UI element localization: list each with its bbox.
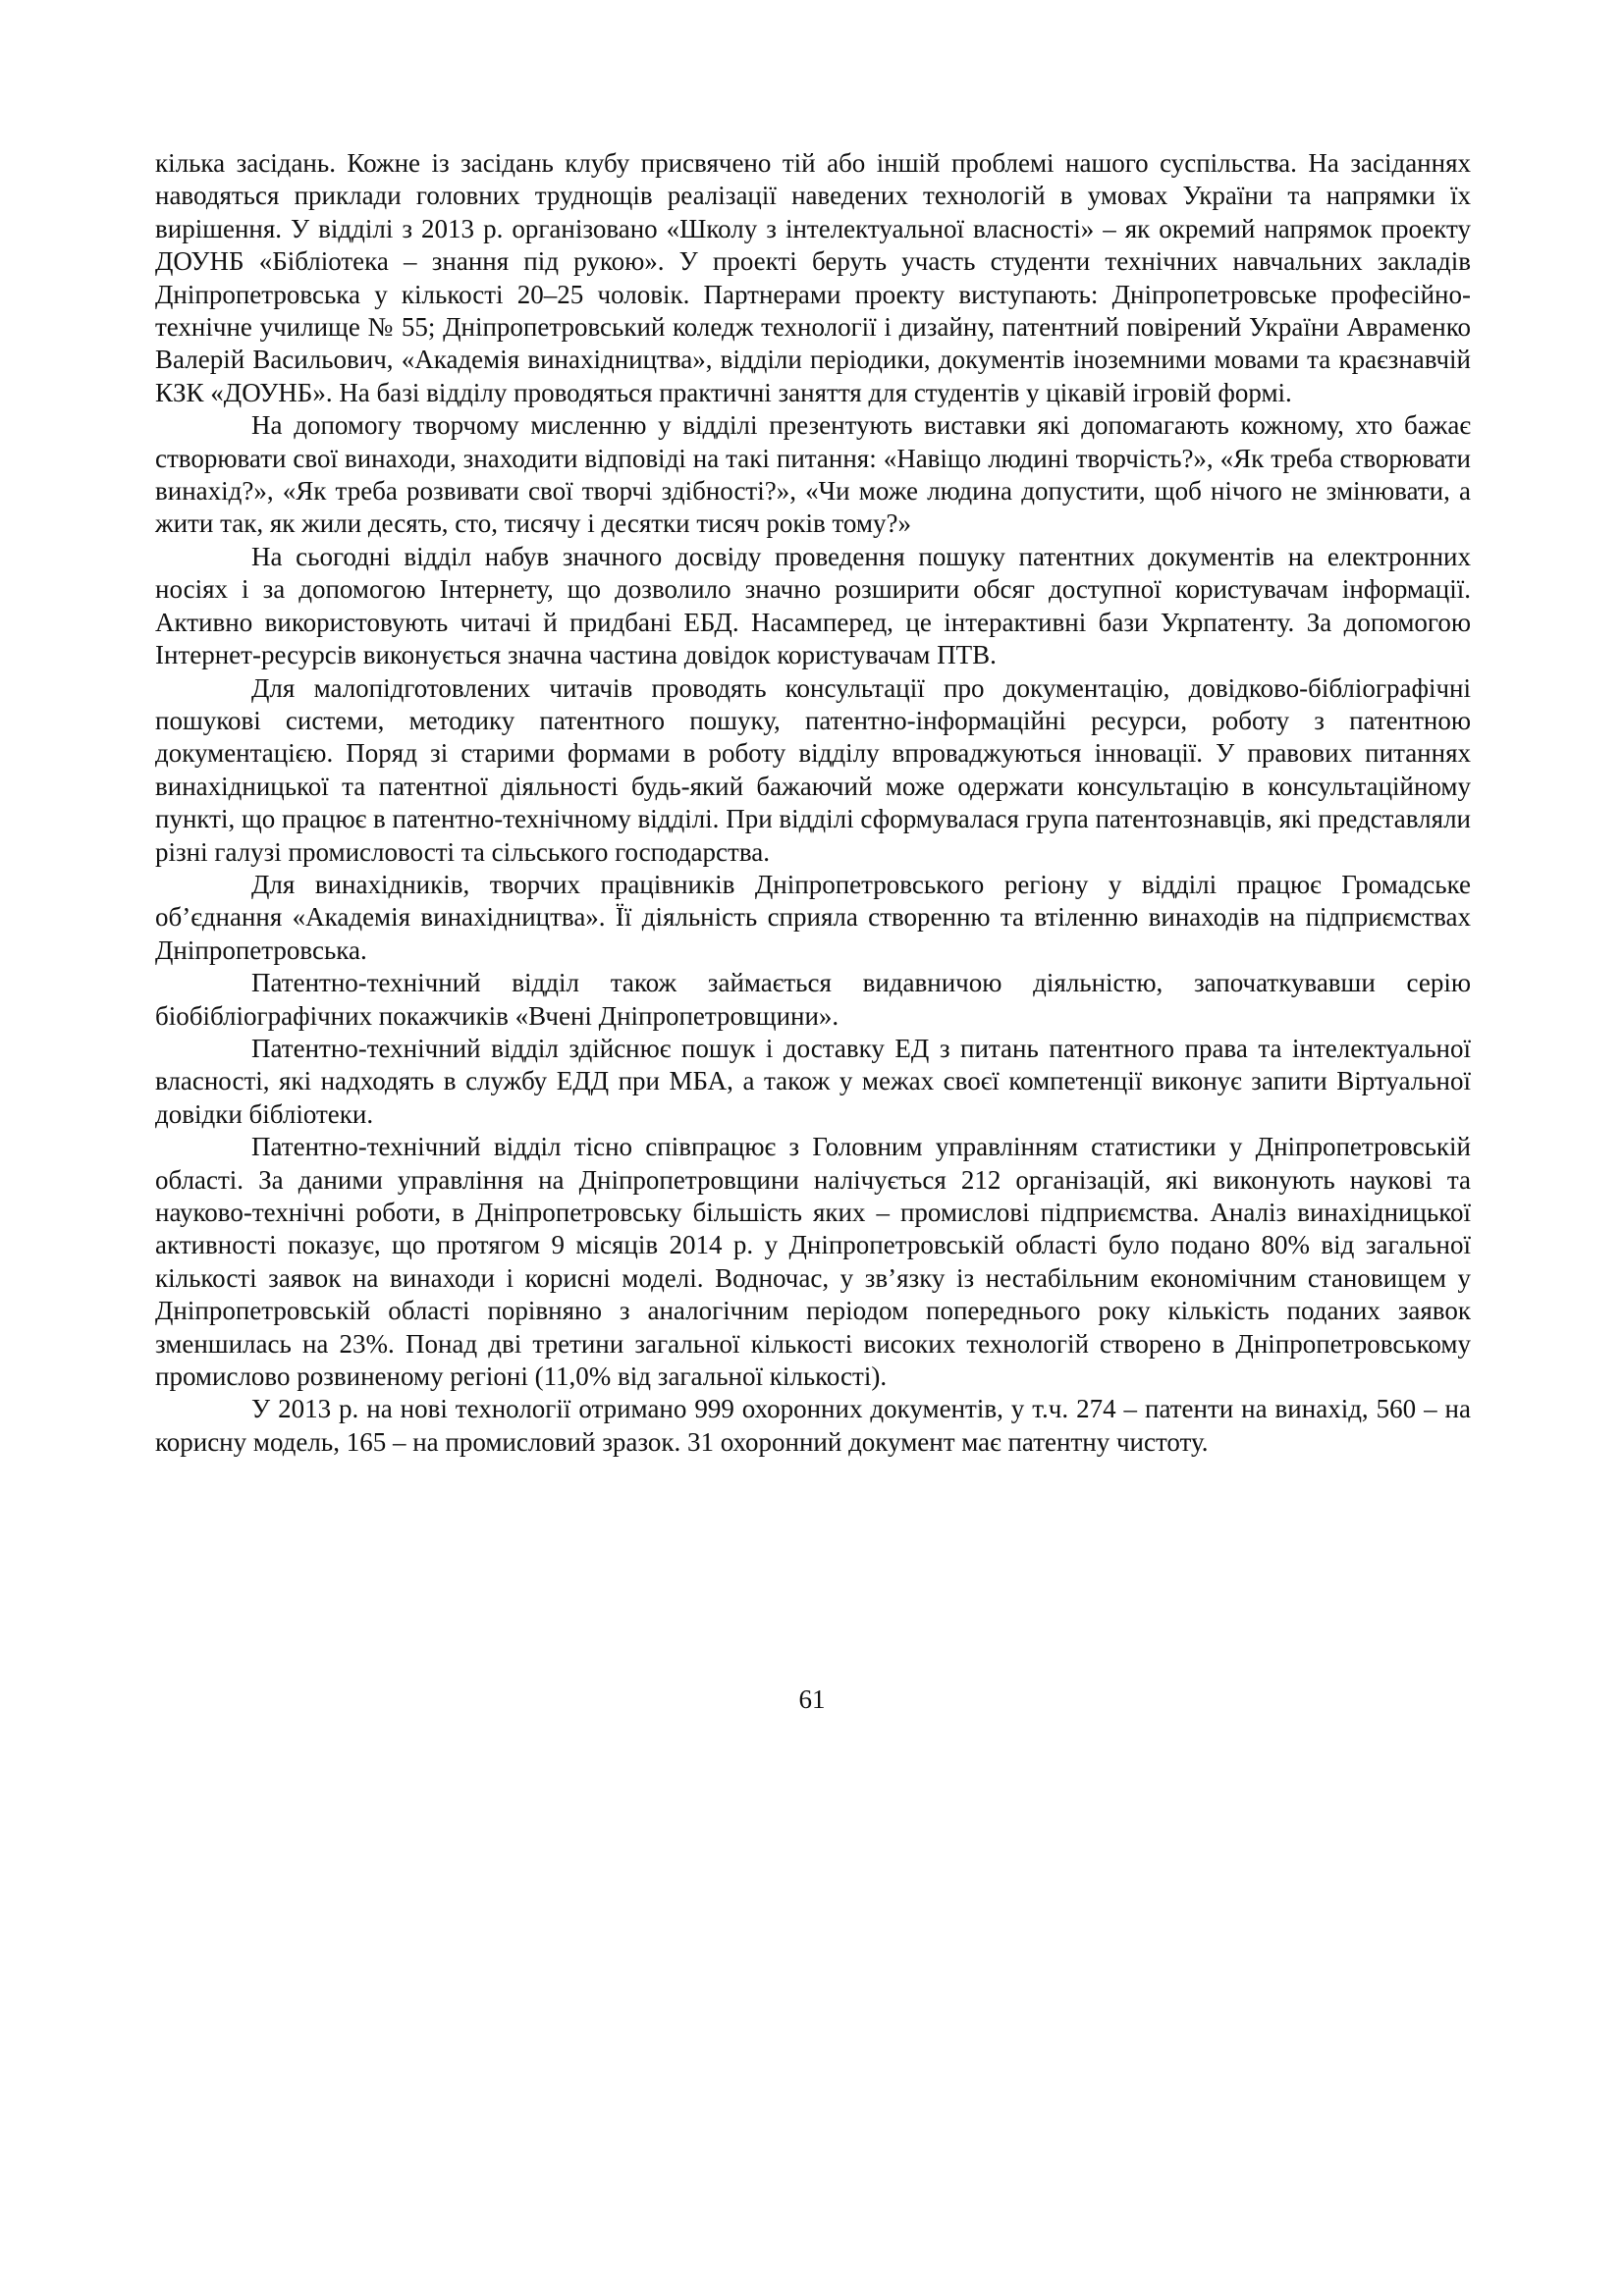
paragraph: Патентно-технічний відділ також займається видавничою діяльністю, започаткувавши серію біобібліографічних покажчиків «Вчені Дніпропетровщини». [155, 968, 1471, 1031]
body-text [155, 147, 1471, 1459]
paragraph: Для винахідників, творчих працівників Дніпропетровського регіону у відділі працює Громадське об’єднання «Академія винахідництва». Її діяльність сприяла створенню та втіленню винаходів на підприємствах Дніпропетровська. [155, 869, 1471, 965]
page-number: 61 [798, 1684, 826, 1714]
paragraph: На сьогодні відділ набув значного досвіду проведення пошуку патентних документів на електронних носіях і за допомогою Інтернету, що дозволило значно розширити обсяг доступної користувачам інформації. Активно використовують читачі й придбані ЕБД. Насамперед, це інтерактивні бази Укрпатенту. За допомогою Інтернет-ресурсів виконується значна частина довідок користувачам ПТВ. [155, 541, 1471, 670]
paragraph: Для малопідготовлених читачів проводять консультації про документацію, довідково-бібліографічні пошукові системи, методику патентного пошуку, патентно-інформаційні ресурси, роботу з патентною документацією. Поряд зі старими формами в роботу відділу впроваджуються інновації. У правових питаннях винахідницької та патентної діяльності будь-який бажаючий може одержати консультацію в консультаційному пункті, що працює в патентно-технічному відділі. При відділі сформувалася група патентознавців, які представляли різні галузі промисловості та сільського господарства. [155, 672, 1471, 867]
paragraph: Патентно-технічний відділ здійснює пошук і доставку ЕД з питань патентного права та інтелектуальної власності, які надходять в службу ЕДД при МБА, а також у межах своєї компетенції виконує запити Віртуальної довідки бібліотеки. [155, 1033, 1471, 1129]
paragraph: У 2013 р. на нові технології отримано 999 охоронних документів, у т.ч. 274 – патенти на винахід, 560 – на корисну модель, 165 – на промисловий зразок. 31 охоронний документ має патентну чистоту. [155, 1394, 1471, 1457]
paragraph: кілька засідань. Кожне із засідань клубу присвячено тій або іншій проблемі нашого суспільства. На засіданнях наводяться приклади головних труднощів реалізації наведених технологій в умовах України та напрямки їх вирішення. У відділі з 2013 р. організовано «Школу з інтелектуальної власності» – як окремий напрямок проекту ДОУНБ «Бібліотека – знання під рукою». У проекті беруть участь студенти технічних навчальних закладів Дніпропетровська у кількості 20–25 чоловік. Партнерами проекту виступають: Дніпропетровське професійно-технічне училище № 55; Дніпропетровський коледж технології і дизайну, патентний повірений України Авраменко Валерій Васильович, «Академія винахідництва», відділи періодики, документів іноземними мовами та краєзнавчій КЗК «ДОУНБ». На базі відділу проводяться практичні заняття для студентів у цікавій ігровій формі. [155, 148, 1471, 407]
paragraph: Патентно-технічний відділ тісно співпрацює з Головним управлінням статистики у Дніпропетровській області. За даними управління на Дніпропетровщини налічується 212 організацій, які виконують наукові та науково-технічні роботи, в Дніпропетровську більшість яких – промислові підприємства. Аналіз винахідницької активності показує, що протягом 9 місяців 2014 р. у Дніпропетровській області було подано 80% від загальної кількості заявок на винаходи і корисні моделі. Водночас, у зв’язку із нестабільним економічним становищем у Дніпропетровській області порівняно з аналогічним періодом попереднього року кількість поданих заявок зменшилась на 23%. Понад дві третини загальної кількості високих технологій створено в Дніпропетровському промислово розвиненому регіоні (11,0% від загальної кількості). [155, 1132, 1471, 1392]
paragraph: На допомогу творчому мисленню у відділі презентують виставки які допомагають кожному, хто бажає створювати свої винаходи, знаходити відповіді на такі питання: «Навіщо людині творчість?», «Як треба створювати винахід?», «Як треба розвивати свої творчі здібності?», «Чи може людина допустити, щоб нічого не змінювати, а жити так, як жили десять, сто, тисячу і десятки тисяч років тому?» [155, 410, 1471, 539]
